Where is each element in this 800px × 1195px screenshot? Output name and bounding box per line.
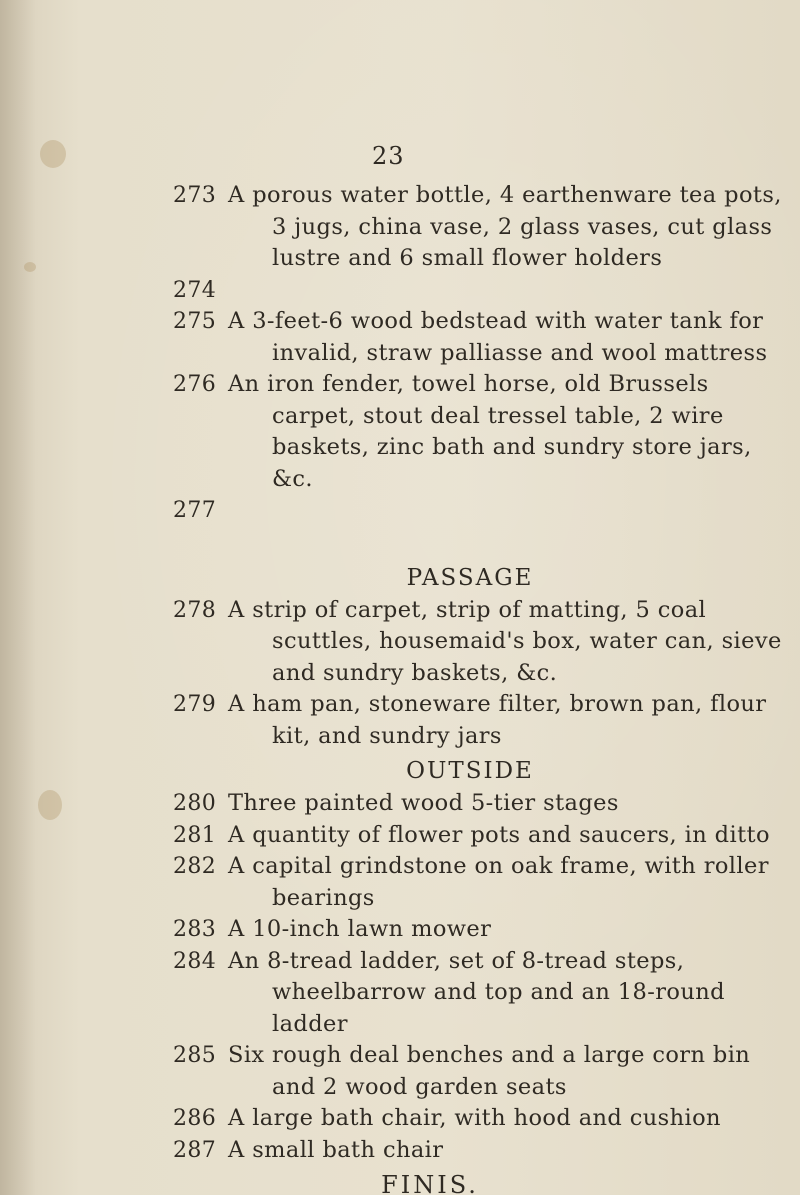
lot-number: 287 (173, 1137, 217, 1163)
list-item (0, 689, 800, 752)
list-item (0, 946, 800, 1041)
section-heading-passage: PASSAGE (406, 564, 534, 591)
lot-number: 279 (173, 692, 217, 717)
lot-number: 282 (173, 854, 217, 879)
lot-description: A quantity of flower pots and saucers, in ditto (228, 821, 770, 848)
list-item (0, 914, 800, 946)
lot-number: 273 (173, 183, 217, 208)
list-item (0, 595, 800, 690)
lot-description: A ham pan, stoneware filter, brown pan, flour kit, and sundry jars (228, 691, 767, 749)
lot-number: 281 (173, 822, 217, 848)
lot-number: 286 (173, 1106, 217, 1131)
lot-number: 283 (173, 917, 217, 942)
lot-description: Three painted wood 5-tier stages (228, 790, 619, 816)
list-item (0, 275, 800, 307)
lot-number: 277 (173, 498, 217, 523)
lot-description: Six rough deal benches and a large corn bin and 2 wood garden seats (228, 1042, 751, 1100)
lot-number: 285 (173, 1043, 217, 1068)
list-item (0, 820, 800, 852)
list-item (0, 788, 800, 820)
foxing-spot (40, 140, 66, 168)
lot-number: 278 (173, 597, 217, 623)
list-item (0, 851, 800, 914)
list-item (0, 180, 800, 275)
lot-description: An 8-tread ladder, set of 8-tread steps, wheelbarrow and top and an 18-round ladder (228, 947, 725, 1037)
lot-description (228, 275, 782, 307)
closing-finis: FINIS. (381, 1171, 479, 1195)
lot-description: A strip of carpet, strip of matting, 5 coal scuttles, housemaid's box, water can, sieve and sundry baskets, &c. (228, 596, 782, 686)
list-item (0, 1103, 800, 1135)
lot-number: 284 (173, 948, 217, 974)
lot-number: 280 (173, 791, 217, 816)
lot-description: An iron fender, towel horse, old Brussels carpet, stout deal tressel table, 2 wire baskets, zinc bath and sundry store jars, &c. (228, 371, 752, 492)
lot-number: 274 (173, 277, 217, 303)
list-item (0, 1135, 800, 1167)
list-item (0, 495, 800, 527)
lot-description (228, 495, 782, 527)
lot-number: 275 (173, 309, 217, 334)
section-heading-outside: OUTSIDE (406, 758, 534, 784)
lot-number: 276 (173, 372, 217, 397)
lot-listing (0, 180, 800, 1195)
lot-description: A large bath chair, with hood and cushion (228, 1105, 721, 1131)
list-item (0, 306, 800, 369)
list-item (0, 369, 800, 495)
list-item (0, 1040, 800, 1103)
lot-description: A 3-feet-6 wood bedstead with water tank for invalid, straw palliasse and wool mattress (228, 308, 768, 366)
page-number: 23 (372, 142, 405, 170)
lot-description: A capital grindstone on oak frame, with roller bearings (228, 853, 769, 911)
lot-description: A 10-inch lawn mower (228, 916, 492, 942)
lot-description: A small bath chair (228, 1136, 444, 1163)
lot-description: A porous water bottle, 4 earthenware tea pots, 3 jugs, china vase, 2 glass vases, cut glass lustre and 6 small flower holders (228, 182, 782, 271)
